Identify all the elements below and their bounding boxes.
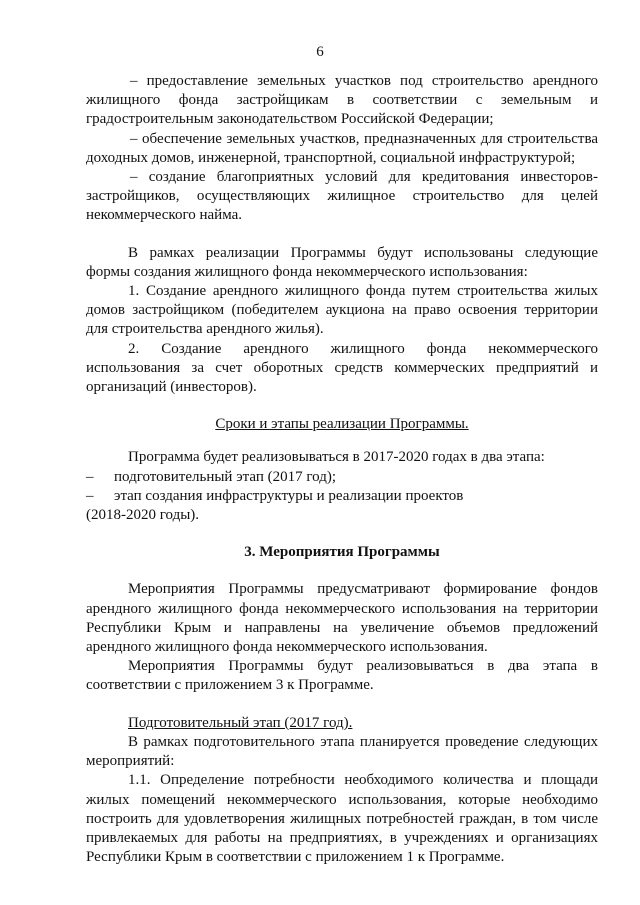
stages-item (86, 468, 598, 487)
stages-item (86, 487, 598, 506)
intro-item: – создание благоприятных условий для кредитования инвесторов-застройщиков, осуществляющих жилищное строительство для целей некоммерческого найма. (86, 169, 598, 224)
page-number: 6 (316, 44, 324, 60)
prep-item: 1.1. Определение потребности необходимого количества и площади жилых помещений некоммерческого использования, которые необходимо построить для удовлетворения жилищных потребностей граждан, в том числе привлекаемых для работы на предприятиях, в учреждениях и организациях Республики Крым в соответствии с приложением 1 к Программе. (86, 772, 598, 866)
intro-item: – обеспечение земельных участков, предназначенных для строительства доходных домов, инженерной, транспортной, социальной инфраструктурой; (86, 130, 598, 166)
stages-item-text: подготовительный этап (2017 год); (114, 468, 336, 485)
forms-intro: В рамках реализации Программы будут использованы следующие формы создания жилищного фонда некоммерческого использования: (86, 244, 598, 280)
stages-heading: Сроки и этапы реализации Программы. (215, 416, 469, 433)
section-paragraph: Мероприятия Программы будут реализовываться в два этапа в соответствии с приложением 3 к Программе. (86, 658, 598, 694)
stages-item-text: этап создания инфраструктуры и реализации проектов (114, 487, 464, 504)
prep-heading: Подготовительный этап (2017 год). (128, 714, 353, 731)
intro-item: – предоставление земельных участков под строительство арендного жилищного фонда застройщикам в соответствии с земельным и градостроительным законодательством Российской Федерации; (86, 73, 598, 128)
list-dash: – (86, 468, 94, 485)
list-dash: – (86, 487, 94, 504)
stages-continuation: (2018-2020 годы). (86, 507, 200, 524)
stages-intro: Программа будет реализовываться в 2017-2020 годах в два этапа: (128, 449, 545, 466)
forms-item: 1. Создание арендного жилищного фонда путем строительства жилых домов застройщиком (победителем аукциона на право освоения территории для строительства арендного жилья). (86, 283, 598, 338)
section-paragraph: Мероприятия Программы предусматривают формирование фондов арендного жилищного фонда некоммерческого использования на территории Республики Крым и направлены на увеличение объемов предложений арендного жилищного фонда некоммерческого использования. (86, 581, 598, 656)
section-heading: 3. Мероприятия Программы (244, 544, 440, 561)
prep-intro: В рамках подготовительного этапа планируется проведение следующих мероприятий: (86, 733, 598, 770)
forms-item: 2. Создание арендного жилищного фонда некоммерческого использования за счет оборотных средств коммерческих предприятий и организаций (инвесторов). (86, 340, 598, 396)
document-body (86, 72, 598, 867)
